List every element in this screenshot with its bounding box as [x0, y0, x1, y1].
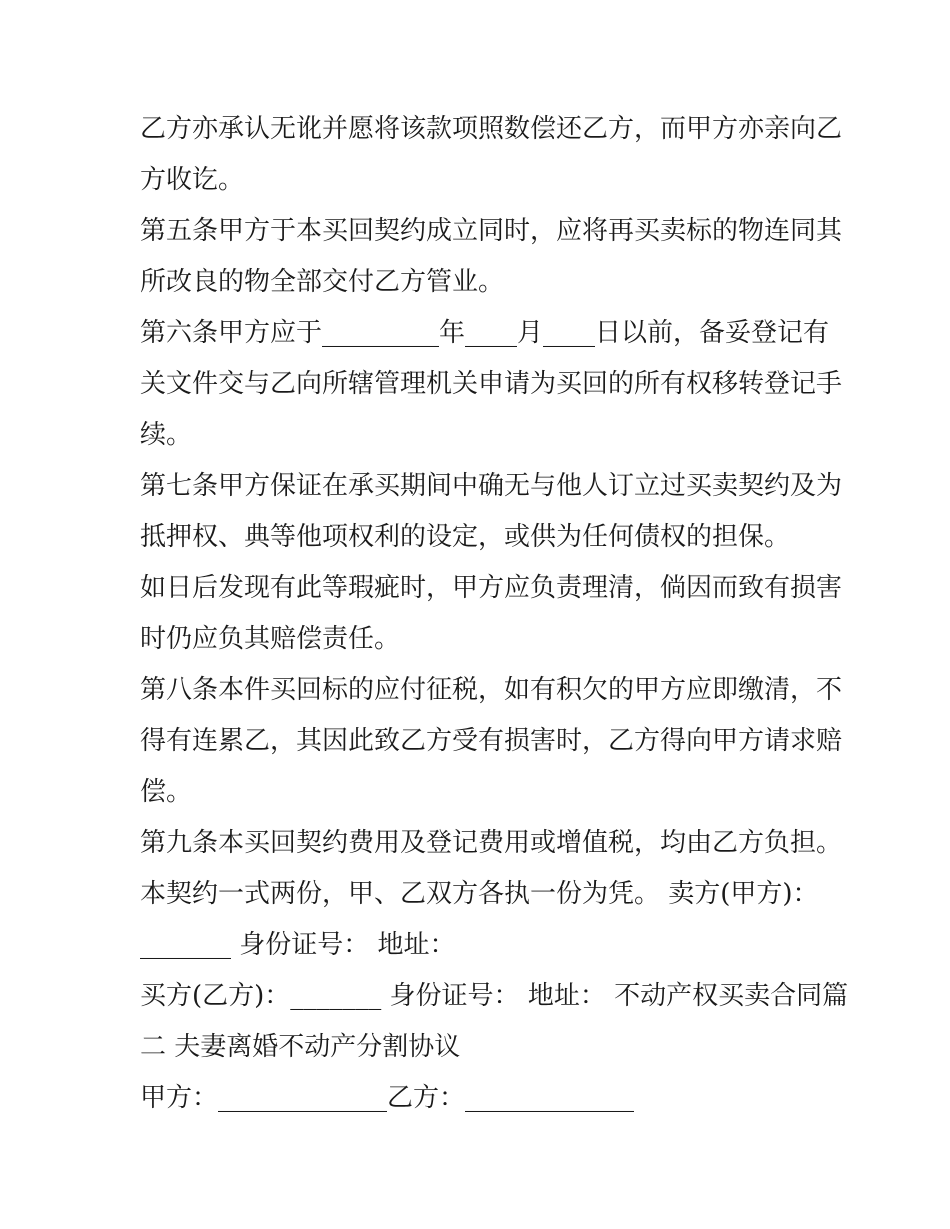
text-line: 关文件交与乙向所辖管理机关申请为买回的所有权移转登记手: [140, 369, 843, 399]
text-line: 时仍应负其赔偿责任。: [140, 624, 401, 654]
text-line: _______ 身份证号： 地址：: [140, 930, 456, 960]
text-line: 第八条本件买回标的应付征税，如有积欠的甲方应即缴清，不: [140, 675, 843, 705]
text-line: 第七条甲方保证在承买期间中确无与他人订立过买卖契约及为: [140, 471, 843, 501]
document-body: [140, 104, 849, 1124]
text-line: 偿。: [140, 777, 193, 807]
text-line: 抵押权、典等他项权利的设定，或供为任何债权的担保。: [140, 522, 791, 552]
text-line: 所改良的物全部交付乙方管业。: [140, 267, 505, 297]
text-line: 方收讫。: [140, 165, 245, 195]
text-line: 得有连累乙，其因此致乙方受有损害时，乙方得向甲方请求赔: [140, 726, 843, 756]
text-line: 乙方亦承认无讹并愿将该款项照数偿还乙方，而甲方亦亲向乙: [140, 114, 843, 144]
text-line: 第九条本买回契约费用及登记费用或增值税，均由乙方负担。: [140, 828, 843, 858]
text-line: 本契约一式两份，甲、乙双方各执一份为凭。 卖方(甲方)：: [140, 879, 819, 909]
text-line: 续。: [140, 420, 193, 450]
text-line: 甲方：_____________乙方：_____________: [140, 1083, 635, 1113]
text-line: 二 夫妻离婚不动产分割协议: [140, 1032, 461, 1062]
text-line: 第五条甲方于本买回契约成立同时，应将再买卖标的物连同其: [140, 216, 843, 246]
text-line: 买方(乙方)：_______ 身份证号： 地址： 不动产权买卖合同篇: [140, 981, 849, 1011]
text-line: 如日后发现有此等瑕疵时，甲方应负责理清，倘因而致有损害: [140, 573, 843, 603]
text-line: 第六条甲方应于_________年____月____日以前，备妥登记有: [140, 318, 830, 348]
